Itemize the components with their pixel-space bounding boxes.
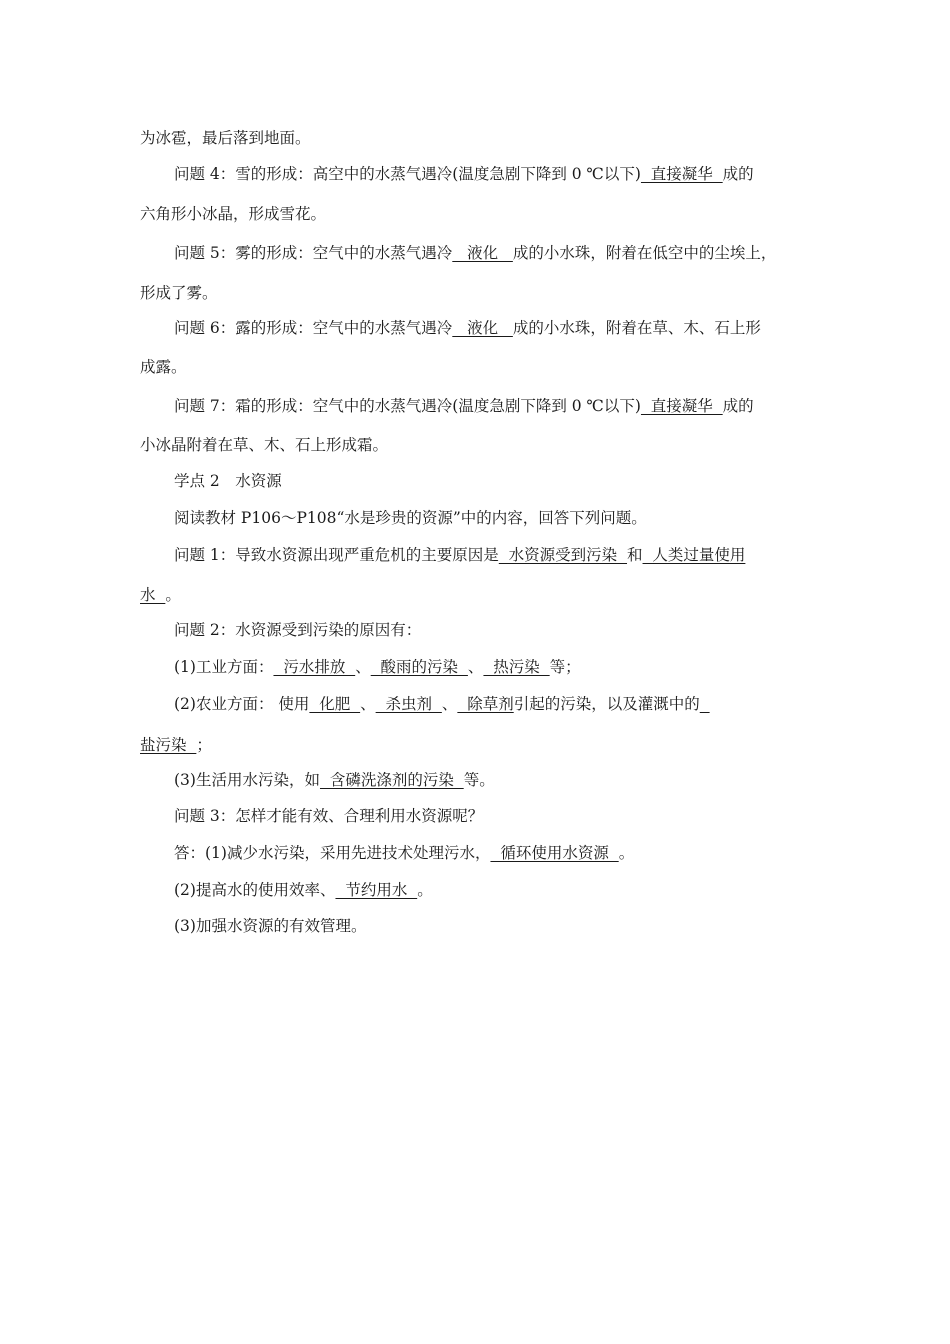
text-line <box>140 128 311 148</box>
question-text: 等； <box>549 658 581 676</box>
question-text: (3)加强水资源的有效管理。 <box>174 917 367 935</box>
question-5 <box>174 243 776 263</box>
question-text: 。 <box>618 844 635 862</box>
answer-3 <box>174 916 366 936</box>
question-text: 问题 6：露的形成：空气中的水蒸气遇冷 <box>174 319 453 337</box>
question-text: (2)提高水的使用效率、 <box>174 881 336 899</box>
question-text: (1)工业方面： <box>174 658 274 676</box>
separator: 、 <box>360 695 376 713</box>
separator: 、 <box>355 658 371 676</box>
text-span: 小冰晶附着在草、木、石上形成霜。 <box>140 436 389 454</box>
question-text: 答：(1)减少水污染，采用先进技术处理污水， <box>174 844 491 862</box>
answer-2 <box>174 880 433 900</box>
text-line <box>140 357 187 377</box>
question-text: (2)农业方面： 使用 <box>174 695 310 713</box>
text-line <box>140 735 212 755</box>
question-6 <box>174 318 761 338</box>
question-text: 成的小水珠，附着在草、木、石上形 <box>512 319 761 337</box>
reading-instruction <box>174 508 647 528</box>
question-text: 。 <box>165 586 181 604</box>
agriculture-item <box>174 694 710 714</box>
answer-blank: 人类过量使用 <box>642 546 746 564</box>
answer-blank: 除草剂 <box>457 695 514 713</box>
text-line <box>140 283 218 303</box>
water-question-2 <box>174 620 421 640</box>
question-text: 问题 7：霜的形成：空气中的水蒸气遇冷(温度急剧下降到 0 ℃以下) <box>174 397 641 415</box>
question-text: 问题 1：导致水资源出现严重危机的主要原因是 <box>174 546 499 564</box>
answer-blank: 直接凝华 <box>640 165 723 183</box>
answer-blank: 直接凝华 <box>640 397 723 415</box>
text-line <box>140 435 388 455</box>
answer-blank: 盐污染 <box>140 736 197 754</box>
question-text: 问题 5：雾的形成：空气中的水蒸气遇冷 <box>174 244 453 262</box>
text-line <box>140 204 326 224</box>
question-text: 成的小水珠，附着在低空中的尘埃上， <box>512 244 777 262</box>
text-line <box>140 585 181 605</box>
answer-blank: 循环使用水资源 <box>490 844 619 862</box>
industry-item <box>174 657 581 677</box>
answer-blank: 杀虫剂 <box>375 695 442 713</box>
text-span: 阅读教材 P106～P108“水是珍贵的资源”中的内容，回答下列问题。 <box>174 509 647 527</box>
section-heading <box>174 471 282 491</box>
question-text: 成的 <box>722 165 754 183</box>
question-text: 引起的污染，以及灌溉中的 <box>513 695 700 713</box>
answer-blank: 污水排放 <box>273 658 356 676</box>
question-text: 问题 4：雪的形成：高空中的水蒸气遇冷(温度急剧下降到 0 ℃以下) <box>174 165 641 183</box>
answer-blank: 节约用水 <box>335 881 418 899</box>
question-text: (3)生活用水污染，如 <box>174 771 320 789</box>
question-text: 问题 3：怎样才能有效、合理利用水资源呢？ <box>174 807 484 825</box>
answer-blank: 水资源受到污染 <box>498 546 628 564</box>
separator: 、 <box>441 695 458 713</box>
question-text: 问题 2：水资源受到污染的原因有： <box>174 621 422 639</box>
answer-blank: 酸雨的污染 <box>370 658 468 676</box>
question-text: 和 <box>627 546 643 564</box>
question-7 <box>174 396 754 416</box>
answer-blank: 水 <box>140 586 166 604</box>
answer-blank: 热污染 <box>483 658 550 676</box>
answer-blank: 化肥 <box>309 695 361 713</box>
question-text: 等。 <box>463 771 495 789</box>
separator: 、 <box>467 658 484 676</box>
text-span: 六角形小冰晶，形成雪花。 <box>140 205 327 223</box>
question-text: 。 <box>417 881 433 899</box>
answer-blank: 含磷洗涤剂的污染 <box>319 771 464 789</box>
text-span: 成露。 <box>140 358 187 376</box>
answer-1 <box>174 843 634 863</box>
question-4 <box>174 164 754 184</box>
text-span: 为冰雹，最后落到地面。 <box>140 129 311 147</box>
question-text: 成的 <box>722 397 754 415</box>
text-span: 形成了雾。 <box>140 284 218 302</box>
water-question-1 <box>174 545 745 565</box>
answer-blank: 液化 <box>452 244 513 262</box>
water-question-3 <box>174 806 483 826</box>
domestic-item <box>174 770 495 790</box>
section-title: 学点 2 水资源 <box>174 472 282 490</box>
answer-blank <box>700 695 710 713</box>
question-text: ； <box>196 736 212 754</box>
answer-blank: 液化 <box>452 319 513 337</box>
